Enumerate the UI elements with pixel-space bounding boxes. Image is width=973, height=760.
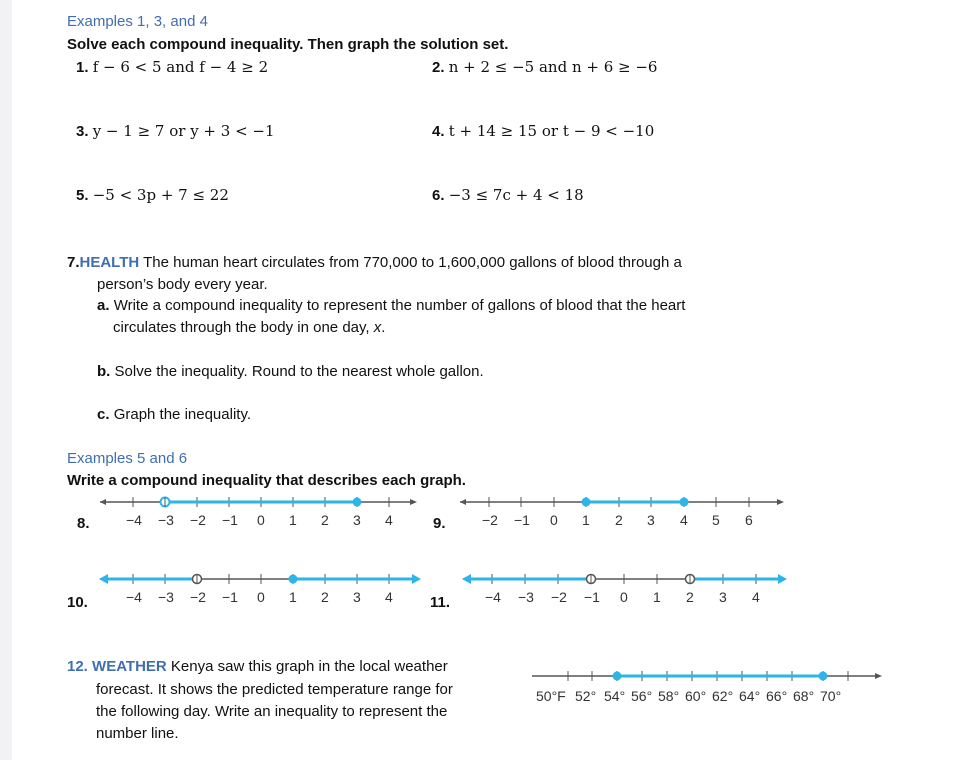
part-c-label: c.: [97, 406, 110, 423]
problem-12-text-4: number line.: [96, 725, 179, 742]
problem-7a-line-2: [113, 319, 385, 336]
closed-circle: [819, 672, 828, 681]
problem-12-keyword: WEATHER: [92, 658, 167, 675]
closed-circle: [613, 672, 622, 681]
tick-label: 1: [289, 512, 297, 528]
temp-label: 56°: [631, 688, 653, 704]
problem-number: 5.: [76, 187, 89, 204]
tick-label: −1: [584, 589, 600, 605]
problem-text: −5 < 3p + 7 ≤ 22: [92, 186, 229, 204]
tick-label: 2: [321, 512, 329, 528]
part-b-text: Solve the inequality. Round to the nearest whole gallon.: [114, 363, 484, 380]
tick-label: −1: [514, 512, 530, 528]
problem-12-number: 12.: [67, 658, 88, 675]
left-arrow: [460, 499, 466, 505]
tick-label: 4: [752, 589, 760, 605]
tick-label: 3: [353, 512, 361, 528]
tick-label: 2: [615, 512, 623, 528]
closed-circle: [353, 498, 362, 507]
temperature-number-line: [530, 664, 890, 709]
graph-11-label: 11.: [430, 594, 451, 611]
tick-label: 4: [680, 512, 688, 528]
section-instruction-graphs: Write a compound inequality that describes each graph.: [67, 472, 466, 489]
tick-label: −2: [190, 589, 206, 605]
problem-number: 3.: [76, 123, 89, 140]
part-a-period: .: [381, 319, 386, 336]
part-a-variable: x: [373, 319, 382, 336]
problem-4: [432, 122, 654, 140]
right-arrow: [412, 574, 421, 584]
number-line-graph-8: [95, 490, 435, 535]
problem-text: f − 6 < 5 and f − 4 ≥ 2: [92, 58, 269, 76]
temp-label: 66°: [766, 688, 788, 704]
section-instruction: Solve each compound inequality. Then graph the solution set.: [67, 36, 509, 53]
part-a-text-2: circulates through the body in one day,: [113, 319, 370, 336]
tick-label: −2: [551, 589, 567, 605]
tick-label: 3: [719, 589, 727, 605]
problem-7b: [97, 363, 484, 380]
graph-9-label: 9.: [433, 515, 446, 532]
right-arrow: [410, 499, 417, 505]
tick-label: −4: [485, 589, 501, 605]
tick-label: 3: [353, 589, 361, 605]
temp-label: 62°: [712, 688, 734, 704]
problem-text: n + 2 ≤ −5 and n + 6 ≥ −6: [448, 58, 658, 76]
number-line-graph-10: [95, 567, 435, 612]
problem-7-text-2: person’s body every year.: [97, 276, 268, 293]
problem-2: [432, 58, 657, 76]
section-header-examples-1-3-4: Examples 1, 3, and 4: [67, 13, 208, 30]
right-arrow: [778, 574, 787, 584]
problem-3: [76, 122, 275, 140]
graph-8-label: 8.: [77, 515, 90, 532]
part-c-text: Graph the inequality.: [113, 406, 251, 423]
temp-label: 68°: [793, 688, 815, 704]
temp-label: 50°F: [536, 688, 566, 704]
tick-label: 4: [385, 512, 393, 528]
temp-label: 64°: [739, 688, 761, 704]
tick-label: 1: [653, 589, 661, 605]
tick-label: −1: [222, 512, 238, 528]
tick-label: 6: [745, 512, 753, 528]
right-arrow: [875, 673, 882, 679]
problem-12-text-3: the following day. Write an inequality to represent the: [96, 703, 448, 720]
closed-circle: [582, 498, 591, 507]
closed-circle: [680, 498, 689, 507]
problem-7-number: 7.: [67, 254, 80, 271]
problem-1: [76, 58, 268, 76]
problem-text: y − 1 ≥ 7 or y + 3 < −1: [92, 122, 275, 140]
page-margin-bar: [0, 0, 12, 760]
left-arrow: [100, 499, 106, 505]
left-arrow: [99, 574, 108, 584]
problem-number: 2.: [432, 59, 445, 76]
temp-label: 70°: [820, 688, 842, 704]
problem-7-line-1: [67, 254, 682, 271]
problem-7c: [97, 406, 251, 423]
problem-12-line-1: [67, 658, 448, 675]
graph-10-label: 10.: [67, 594, 88, 611]
part-a-text-1: Write a compound inequality to represent the number of gallons of blood that the heart: [113, 297, 686, 314]
problem-text: t + 14 ≥ 15 or t − 9 < −10: [448, 122, 655, 140]
tick-label: 4: [385, 589, 393, 605]
part-b-label: b.: [97, 363, 111, 380]
tick-label: 1: [582, 512, 590, 528]
left-arrow: [462, 574, 471, 584]
temp-label: 54°: [604, 688, 626, 704]
tick-label: 2: [321, 589, 329, 605]
tick-label: −3: [158, 589, 174, 605]
tick-label: 0: [257, 512, 265, 528]
problem-12-text-1: Kenya saw this graph in the local weather: [170, 658, 448, 675]
problem-12-text-2: forecast. It shows the predicted temperature range for: [96, 681, 453, 698]
temp-label: 52°: [575, 688, 597, 704]
problem-number: 1.: [76, 59, 89, 76]
problem-text: −3 ≤ 7c + 4 < 18: [448, 186, 584, 204]
part-a-label: a.: [97, 297, 110, 314]
tick-label: −2: [190, 512, 206, 528]
tick-label: 0: [620, 589, 628, 605]
problem-7-keyword: HEALTH: [79, 254, 140, 271]
problem-5: [76, 186, 229, 204]
tick-label: 0: [257, 589, 265, 605]
number-line-graph-11: [458, 567, 798, 612]
tick-label: −2: [482, 512, 498, 528]
right-arrow: [777, 499, 784, 505]
section-header-examples-5-6: Examples 5 and 6: [67, 450, 188, 467]
tick-label: −4: [126, 589, 142, 605]
tick-label: 5: [712, 512, 720, 528]
tick-label: 0: [550, 512, 558, 528]
problem-7-text-1: The human heart circulates from 770,000 to 1,600,000 gallons of blood through a: [143, 254, 682, 271]
problem-7a-line-1: [97, 297, 685, 314]
tick-label: −3: [518, 589, 534, 605]
tick-label: 2: [686, 589, 694, 605]
temp-label: 58°: [658, 688, 680, 704]
tick-label: −3: [158, 512, 174, 528]
problem-number: 6.: [432, 187, 445, 204]
problem-number: 4.: [432, 123, 445, 140]
tick-label: 3: [647, 512, 655, 528]
closed-circle: [289, 575, 298, 584]
tick-label: −1: [222, 589, 238, 605]
tick-label: −4: [126, 512, 142, 528]
tick-label: 1: [289, 589, 297, 605]
temp-label: 60°: [685, 688, 707, 704]
number-line-graph-9: [455, 490, 795, 535]
problem-6: [432, 186, 584, 204]
